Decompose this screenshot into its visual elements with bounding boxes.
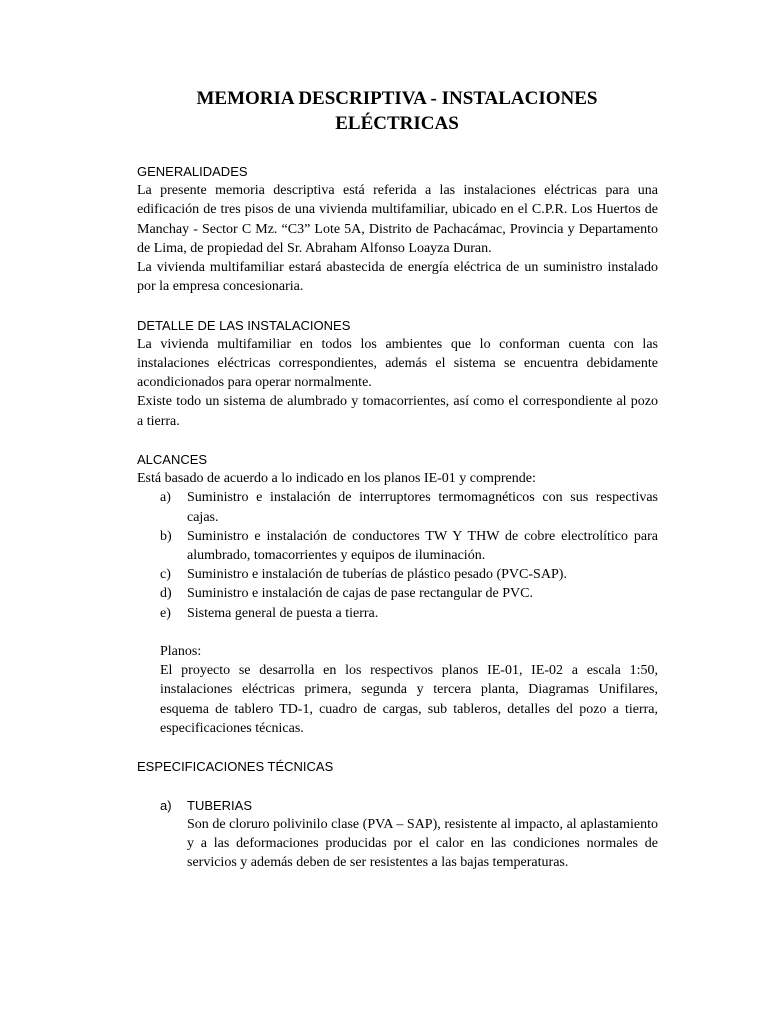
generalidades-paragraph-2: La vivienda multifamiliar estará abastecida de energía eléctrica de un suministro instalado por la empresa concesionaria. [137, 260, 658, 295]
document-title [136, 86, 658, 136]
spacer [137, 431, 658, 450]
spacer [137, 623, 658, 642]
planos-label: Planos: [160, 644, 202, 660]
spacer [137, 776, 658, 795]
detalle-paragraph-2: Existe todo un sistema de alumbrado y tomacorrientes, así como el correspondiente al pozo a tierra. [137, 394, 658, 429]
tuberias-item [137, 796, 658, 873]
list-item [137, 604, 658, 623]
detalle-paragraph-1: La vivienda multifamiliar en todos los ambientes que lo conforman cuenta con las instalaciones eléctricas correspondientes, además el sistema se encuentra debidamente acondicionados para operar normalmente. [137, 336, 658, 391]
title-line-2: ELÉCTRICAS [335, 113, 459, 134]
list-marker: a) [160, 797, 172, 813]
list-item [137, 488, 658, 526]
list-marker: a) [160, 490, 171, 506]
list-item-text: Suministro e instalación de conductores TW Y THW de cobre electrolítico para alumbrado, tomacorrientes y equipos de iluminación. [187, 528, 658, 564]
section-heading-generalidades: GENERALIDADES [137, 164, 248, 179]
tuberias-heading: TUBERIAS [187, 797, 253, 813]
section-generalidades [137, 162, 658, 296]
planos-block [137, 642, 658, 738]
list-marker: e) [160, 605, 171, 621]
list-item-text: Suministro e instalación de tuberías de plástico pesado (PVC-SAP). [187, 567, 567, 583]
list-item-text: Suministro e instalación de cajas de pase rectangular de PVC. [187, 586, 534, 602]
section-especificaciones [137, 757, 658, 872]
title-line-1: MEMORIA DESCRIPTIVA - INSTALACIONES [196, 88, 598, 109]
section-heading-especificaciones: ESPECIFICACIONES TÉCNICAS [137, 759, 334, 775]
list-item [137, 565, 658, 584]
document-body [137, 162, 658, 872]
generalidades-paragraph-1: La presente memoria descriptiva está referida a las instalaciones eléctricas para una edificación de tres pisos de una vivienda multifamiliar, ubicado en el C.P.R. Los Huertos de Manchay - Sector C Mz. “C3” Lote 5A, Distrito de Pachacámac, Provincia y Departamento de Lima, de propiedad del Sr. Abraham Alfonso Loayza Duran. [137, 183, 658, 256]
spacer [137, 738, 658, 757]
list-marker: d) [160, 586, 172, 602]
alcances-list [137, 488, 658, 622]
section-heading-alcances: ALCANCES [137, 452, 208, 468]
list-marker: b) [160, 528, 172, 544]
list-item-text: Sistema general de puesta a tierra. [187, 605, 379, 621]
section-alcances [137, 450, 658, 738]
section-heading-detalle: DETALLE DE LAS INSTALACIONES [137, 317, 351, 333]
list-item [137, 527, 658, 565]
planos-paragraph: El proyecto se desarrolla en los respectivos planos IE-01, IE-02 a escala 1:50, instalaciones eléctricas primera, segunda y tercera planta, Diagramas Unifilares, esquema de tablero TD-1, cuadro de cargas, sub tableros, detalles del pozo a tierra, especificaciones técnicas. [160, 663, 658, 736]
list-item-text: Suministro e instalación de interruptores termomagnéticos con sus respectivas cajas. [187, 490, 658, 525]
spacer [137, 296, 658, 315]
section-detalle [137, 316, 658, 431]
alcances-intro: Está basado de acuerdo a lo indicado en los planos IE-01 y comprende: [137, 471, 536, 487]
list-item [137, 584, 658, 603]
list-marker: c) [160, 567, 171, 583]
tuberias-paragraph: Son de cloruro polivinilo clase (PVA – SAP), resistente al impacto, al aplastamiento y a las deformaciones producidas por el calor en las condiciones normales de servicios y además deben de ser resistentes a las bajas temperaturas. [187, 816, 658, 871]
